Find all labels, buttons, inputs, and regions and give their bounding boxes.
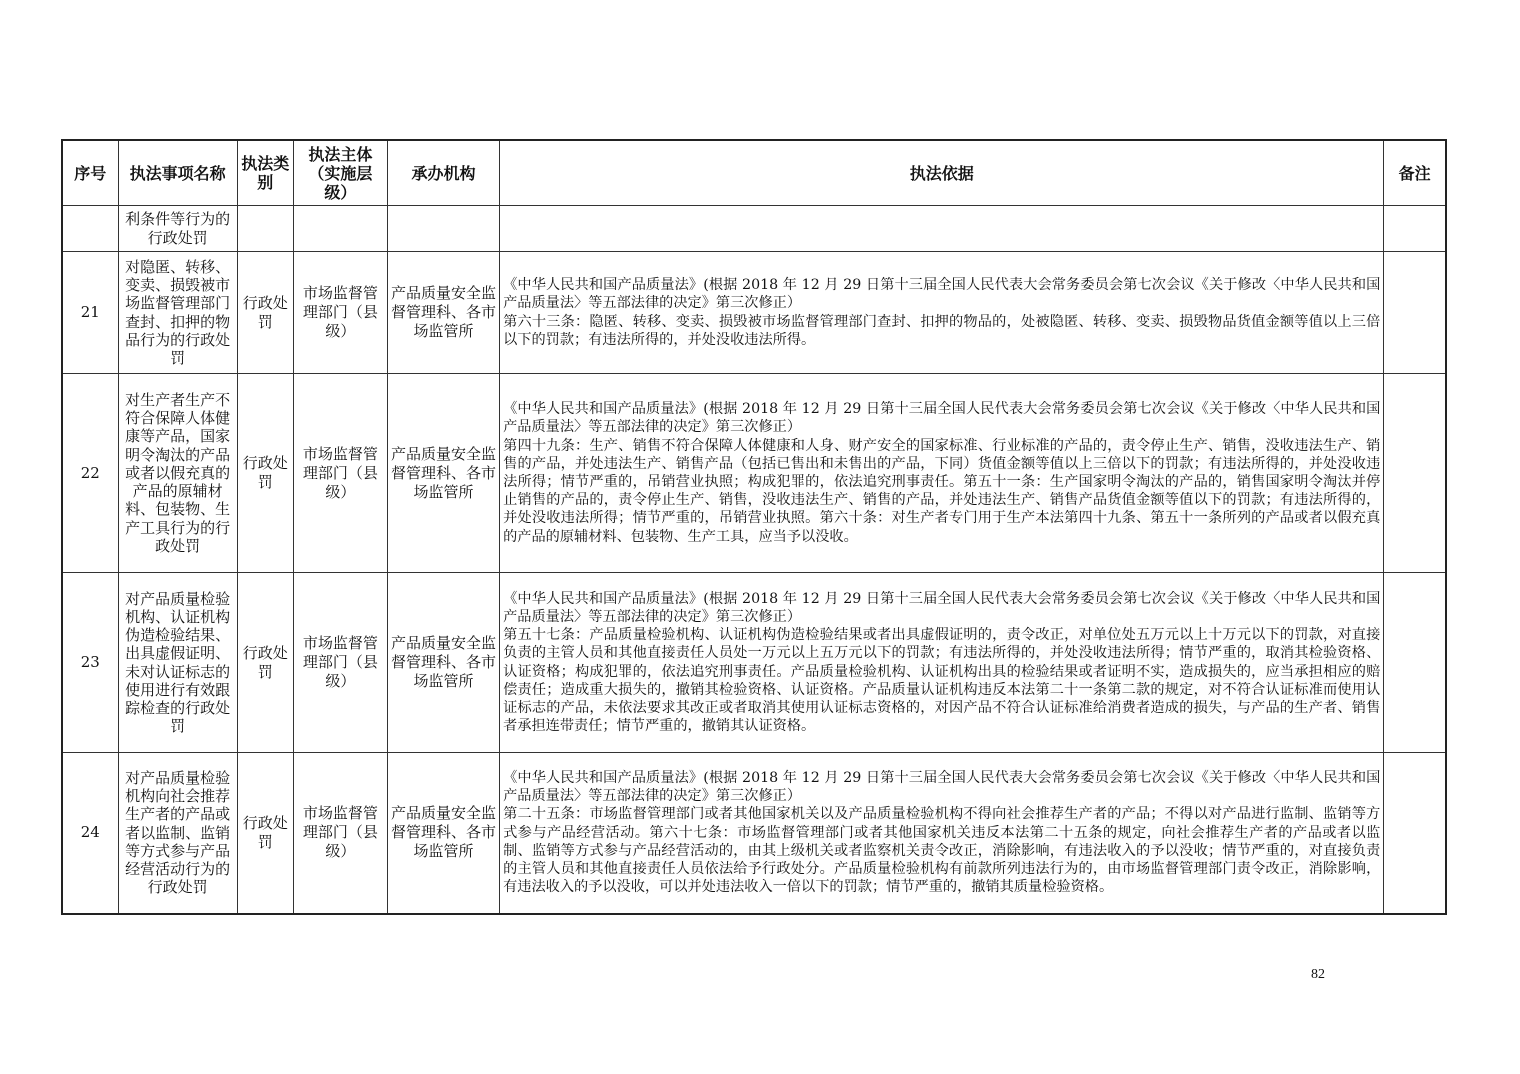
row-note	[1384, 252, 1446, 374]
row-no	[62, 206, 118, 252]
header-org: 承办机构	[387, 140, 499, 206]
header-category: 执法类别	[237, 140, 293, 206]
row-note	[1384, 753, 1446, 914]
row-name: 利条件等行为的行政处罚	[118, 206, 237, 252]
basis-paragraph: 第二十五条：市场监督管理部门或者其他国家机关以及产品质量检验机构不得向社会推荐生产者的产品；不得以对产品进行监制、监销等方式参与产品经营活动。第六十七条：市场监督管理部门或者其他国家机关违反本法第二十五条的规定，向社会推荐生产者的产品或者以监制、监销等方式参与产品经营活动的，由其上级机关或者监察机关责令改正，消除影响，有违法收入的予以没收；情节严重的，对直接负责的主管人员和其他直接责任人员依法给予行政处分。产品质量检验机构有前款所列违法行为的，由市场监督管理部门责令改正，消除影响，有违法收入的予以没收，可以并处违法收入一倍以下的罚款；情节严重的，撤销其质量检验资格。	[503, 806, 1381, 896]
header-no: 序号	[62, 140, 118, 206]
basis-paragraph: 第六十三条：隐匿、转移、变卖、损毁被市场监督管理部门查封、扣押的物品的，处被隐匿、转移、变卖、损毁物品货值金额等值以上三倍以下的罚款；有违法所得的，并处没收违法所得。	[503, 313, 1381, 348]
row-note	[1384, 206, 1446, 252]
basis-paragraph: 《中华人民共和国产品质量法》(根据 2018 年 12 月 29 日第十三届全国人民代表大会常务委员会第七次会议《关于修改〈中华人民共和国产品质量法〉等五部法律的决定》第三次修正）	[503, 590, 1381, 625]
row-name: 对隐匿、转移、变卖、损毁被市场监督管理部门查封、扣押的物品行为的行政处罚	[118, 252, 237, 374]
row-org: 产品质量安全监督管理科、各市场监管所	[387, 252, 499, 374]
row-basis	[500, 252, 1384, 374]
row-basis	[500, 374, 1384, 573]
basis-paragraph: 《中华人民共和国产品质量法》(根据 2018 年 12 月 29 日第十三届全国人民代表大会常务委员会第七次会议《关于修改〈中华人民共和国产品质量法〉等五部法律的决定》第三次修正）	[503, 770, 1381, 805]
table-row	[62, 573, 1446, 753]
header-note: 备注	[1384, 140, 1446, 206]
table-row	[62, 252, 1446, 374]
row-category: 行政处罚	[237, 753, 293, 914]
row-subject: 市场监督管理部门（县级）	[293, 252, 387, 374]
row-org: 产品质量安全监督管理科、各市场监管所	[387, 753, 499, 914]
row-no: 24	[62, 753, 118, 914]
header-name: 执法事项名称	[118, 140, 237, 206]
row-basis	[500, 753, 1384, 914]
row-basis	[500, 573, 1384, 753]
page-number: 82	[1311, 967, 1325, 982]
basis-paragraph: 《中华人民共和国产品质量法》(根据 2018 年 12 月 29 日第十三届全国人民代表大会常务委员会第七次会议《关于修改〈中华人民共和国产品质量法〉等五部法律的决定》第三次修正）	[503, 401, 1381, 436]
table-row	[62, 374, 1446, 573]
row-category: 行政处罚	[237, 252, 293, 374]
row-subject: 市场监督管理部门（县级）	[293, 573, 387, 753]
row-org: 产品质量安全监督管理科、各市场监管所	[387, 573, 499, 753]
row-org	[387, 206, 499, 252]
row-org: 产品质量安全监督管理科、各市场监管所	[387, 374, 499, 573]
row-subject: 市场监督管理部门（县级）	[293, 374, 387, 573]
table-header-row	[62, 140, 1446, 206]
row-category: 行政处罚	[237, 573, 293, 753]
row-subject	[293, 206, 387, 252]
row-note	[1384, 374, 1446, 573]
row-subject: 市场监督管理部门（县级）	[293, 753, 387, 914]
row-no: 21	[62, 252, 118, 374]
header-subject: 执法主体（实施层级）	[293, 140, 387, 206]
enforcement-table	[61, 139, 1447, 915]
table-row	[62, 206, 1446, 252]
row-note	[1384, 573, 1446, 753]
row-category	[237, 206, 293, 252]
row-name: 对生产者生产不符合保障人体健康等产品，国家明令淘汰的产品或者以假充真的产品的原辅材料、包装物、生产工具行为的行政处罚	[118, 374, 237, 573]
row-name: 对产品质量检验机构向社会推荐生产者的产品或者以监制、监销等方式参与产品经营活动行为的行政处罚	[118, 753, 237, 914]
header-basis: 执法依据	[500, 140, 1384, 206]
basis-paragraph: 第五十七条：产品质量检验机构、认证机构伪造检验结果或者出具虚假证明的，责令改正，对单位处五万元以上十万元以下的罚款，对直接负责的主管人员和其他直接责任人员处一万元以上五万元以下的罚款；有违法所得的，并处没收违法所得；情节严重的，取消其检验资格、认证资格；构成犯罪的，依法追究刑事责任。产品质量检验机构、认证机构出具的检验结果或者证明不实，造成损失的，应当承担相应的赔偿责任；造成重大损失的，撤销其检验资格、认证资格。产品质量认证机构违反本法第二十一条第二款的规定，对不符合认证标准而使用认证标志的产品，未依法要求其改正或者取消其使用认证标志资格的，对因产品不符合认证标准给消费者造成的损失，与产品的生产者、销售者承担连带责任；情节严重的，撤销其认证资格。	[503, 627, 1381, 735]
basis-paragraph: 第四十九条：生产、销售不符合保障人体健康和人身、财产安全的国家标准、行业标准的产品的，责令停止生产、销售，没收违法生产、销售的产品，并处违法生产、销售产品（包括已售出和未售出的产品，下同）货值金额等值以上三倍以下的罚款；有违法所得的，并处没收违法所得；情节严重的，吊销营业执照；构成犯罪的，依法追究刑事责任。第五十一条：生产国家明令淘汰的产品的，销售国家明令淘汰并停止销售的产品的，责令停止生产、销售，没收违法生产、销售的产品，并处违法生产、销售产品货值金额等值以下的罚款；有违法所得的，并处没收违法所得；情节严重的，吊销营业执照。第六十条：对生产者专门用于生产本法第四十九条、第五十一条所列的产品或者以假充真的产品的原辅材料、包装物、生产工具，应当予以没收。	[503, 437, 1381, 545]
table-row	[62, 753, 1446, 914]
row-name: 对产品质量检验机构、认证机构伪造检验结果、出具虚假证明、未对认证标志的使用进行有效跟踪检查的行政处罚	[118, 573, 237, 753]
row-category: 行政处罚	[237, 374, 293, 573]
row-no: 23	[62, 573, 118, 753]
basis-paragraph: 《中华人民共和国产品质量法》(根据 2018 年 12 月 29 日第十三届全国人民代表大会常务委员会第七次会议《关于修改〈中华人民共和国产品质量法〉等五部法律的决定》第三次修正）	[503, 277, 1381, 312]
row-basis	[500, 206, 1384, 252]
row-no: 22	[62, 374, 118, 573]
